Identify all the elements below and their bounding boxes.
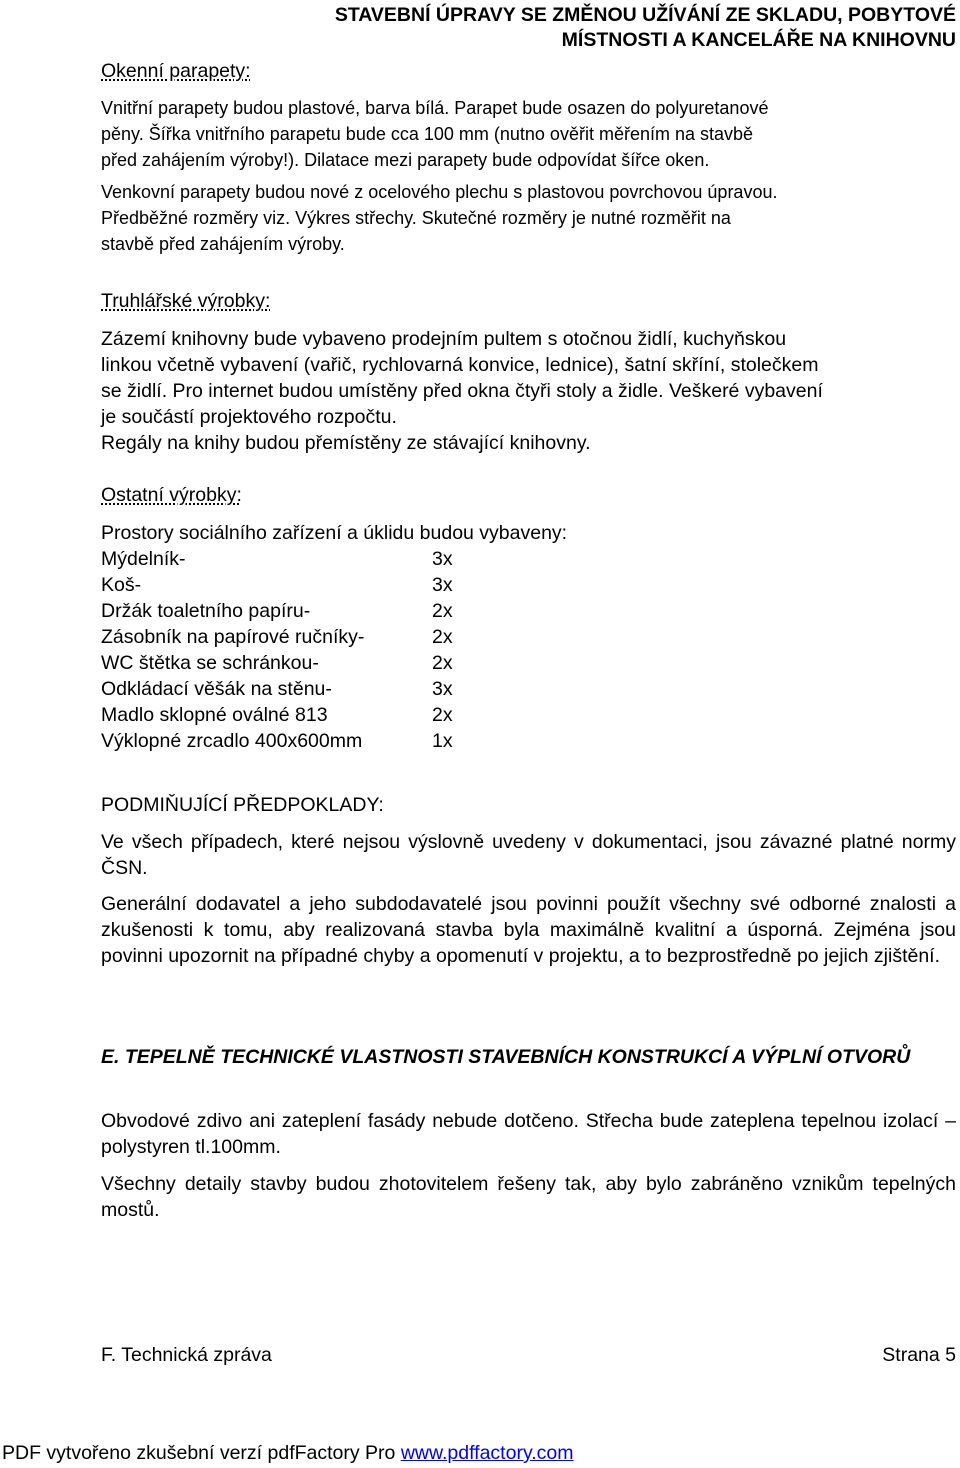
header-line-2: MÍSTNOSTI A KANCELÁŘE NA KNIHOVNU: [561, 29, 956, 51]
section-heading-okenni: Okenní parapety:: [101, 60, 251, 82]
list-item: Držák toaletního papíru- 2x: [101, 600, 453, 622]
text-line: Vnitřní parapety budou plastové, barva bílá. Parapet bude osazen do polyuretanové: [101, 98, 769, 118]
text-line: se židlí. Pro internet budou umístěny před okna čtyři stoly a židle. Veškeré vybavení: [101, 380, 823, 402]
section-heading-podminujici: PODMIŇUJÍCÍ PŘEDPOKLADY:: [101, 794, 384, 816]
tepelne-paragraph-2: Všechny detaily stavby budou zhotovitelem řešeny tak, aby bylo zabráněno vznikům tepelných mostů.: [101, 1173, 956, 1221]
pdffactory-link[interactable]: www.pdffactory.com: [400, 1442, 574, 1464]
list-item: Výklopné zrcadlo 400x600mm 1x: [101, 730, 453, 752]
footer-document-name: F. Technická zpráva: [101, 1344, 272, 1366]
equipment-list: [101, 546, 453, 754]
list-item: Zásobník na papírové ručníky- 2x: [101, 626, 453, 648]
section-heading-truhlarske: Truhlářské výrobky:: [101, 290, 271, 312]
text-line: linkou včetně vybavení (vařič, rychlovarná konvice, lednice), šatní skříní, stolečkem: [101, 354, 819, 376]
list-item: WC štětka se schránkou- 2x: [101, 652, 453, 674]
section-title-tepelne: E. TEPELNĚ TECHNICKÉ VLASTNOSTI STAVEBNÍCH KONSTRUKCÍ A VÝPLNÍ OTVORŮ: [101, 1046, 911, 1068]
podminujici-paragraph-2: Generální dodavatel a jeho subdodavatelé jsou povinni použít všechny své odborné znalosti a zkušenosti k tomu, aby realizovaná stavba byla maximálně kvalitní a úsporná. Zejména jsou povinni upozornit na případné chyby a opomenutí v projektu, a to bezprostředně po jejich zjištění.: [101, 893, 956, 967]
text-line: pěny. Šířka vnitřního parapetu bude cca 100 mm (nutno ověřit měřením na stavbě: [101, 124, 754, 144]
list-item: Odkládací věšák na stěnu- 3x: [101, 678, 453, 700]
text-line: Venkovní parapety budou nové z ocelového plechu s plastovou povrchovou úpravou.: [101, 182, 778, 202]
section-heading-ostatni: Ostatní výrobky:: [101, 484, 242, 506]
text-line: před zahájením výroby!). Dilatace mezi parapety bude odpovídat šířce oken.: [101, 150, 710, 170]
footer-page-number: Strana 5: [882, 1344, 956, 1366]
text-line: Zázemí knihovny bude vybaveno prodejním pultem s otočnou židlí, kuchyňskou: [101, 328, 787, 350]
text-line: Předběžné rozměry viz. Výkres střechy. Skutečné rozměry je nutné rozměřit na: [101, 208, 731, 228]
tepelne-paragraph-1: Obvodové zdivo ani zateplení fasády nebude dotčeno. Střecha bude zateplena tepelnou izolací – polystyren tl.100mm.: [101, 1110, 956, 1158]
truhlarske-paragraph: [101, 326, 956, 456]
watermark-text: PDF vytvořeno zkušební verzí pdfFactory Pro: [2, 1442, 401, 1464]
list-item: Koš- 3x: [101, 574, 453, 596]
header-line-1: STAVEBNÍ ÚPRAVY SE ZMĚNOU UŽÍVÁNÍ ZE SKLADU, POBYTOVÉ: [334, 4, 956, 26]
text-line: Regály na knihy budou přemístěny ze stávající knihovny.: [101, 432, 591, 454]
ostatni-intro: Prostory sociálního zařízení a úklidu budou vybaveny:: [101, 522, 568, 544]
okenni-paragraph: [101, 95, 956, 257]
podminujici-paragraph-1: Ve všech případech, které nejsou výslovně uvedeny v dokumentaci, jsou závazné platné normy ČSN.: [101, 831, 956, 879]
text-line: stavbě před zahájením výroby.: [101, 234, 345, 254]
list-item: Madlo sklopné oválné 813 2x: [101, 704, 453, 726]
document-header: [335, 3, 956, 53]
list-item: Mýdelník- 3x: [101, 548, 453, 570]
text-line: je součástí projektového rozpočtu.: [101, 406, 397, 428]
pdffactory-watermark: [2, 1440, 574, 1466]
